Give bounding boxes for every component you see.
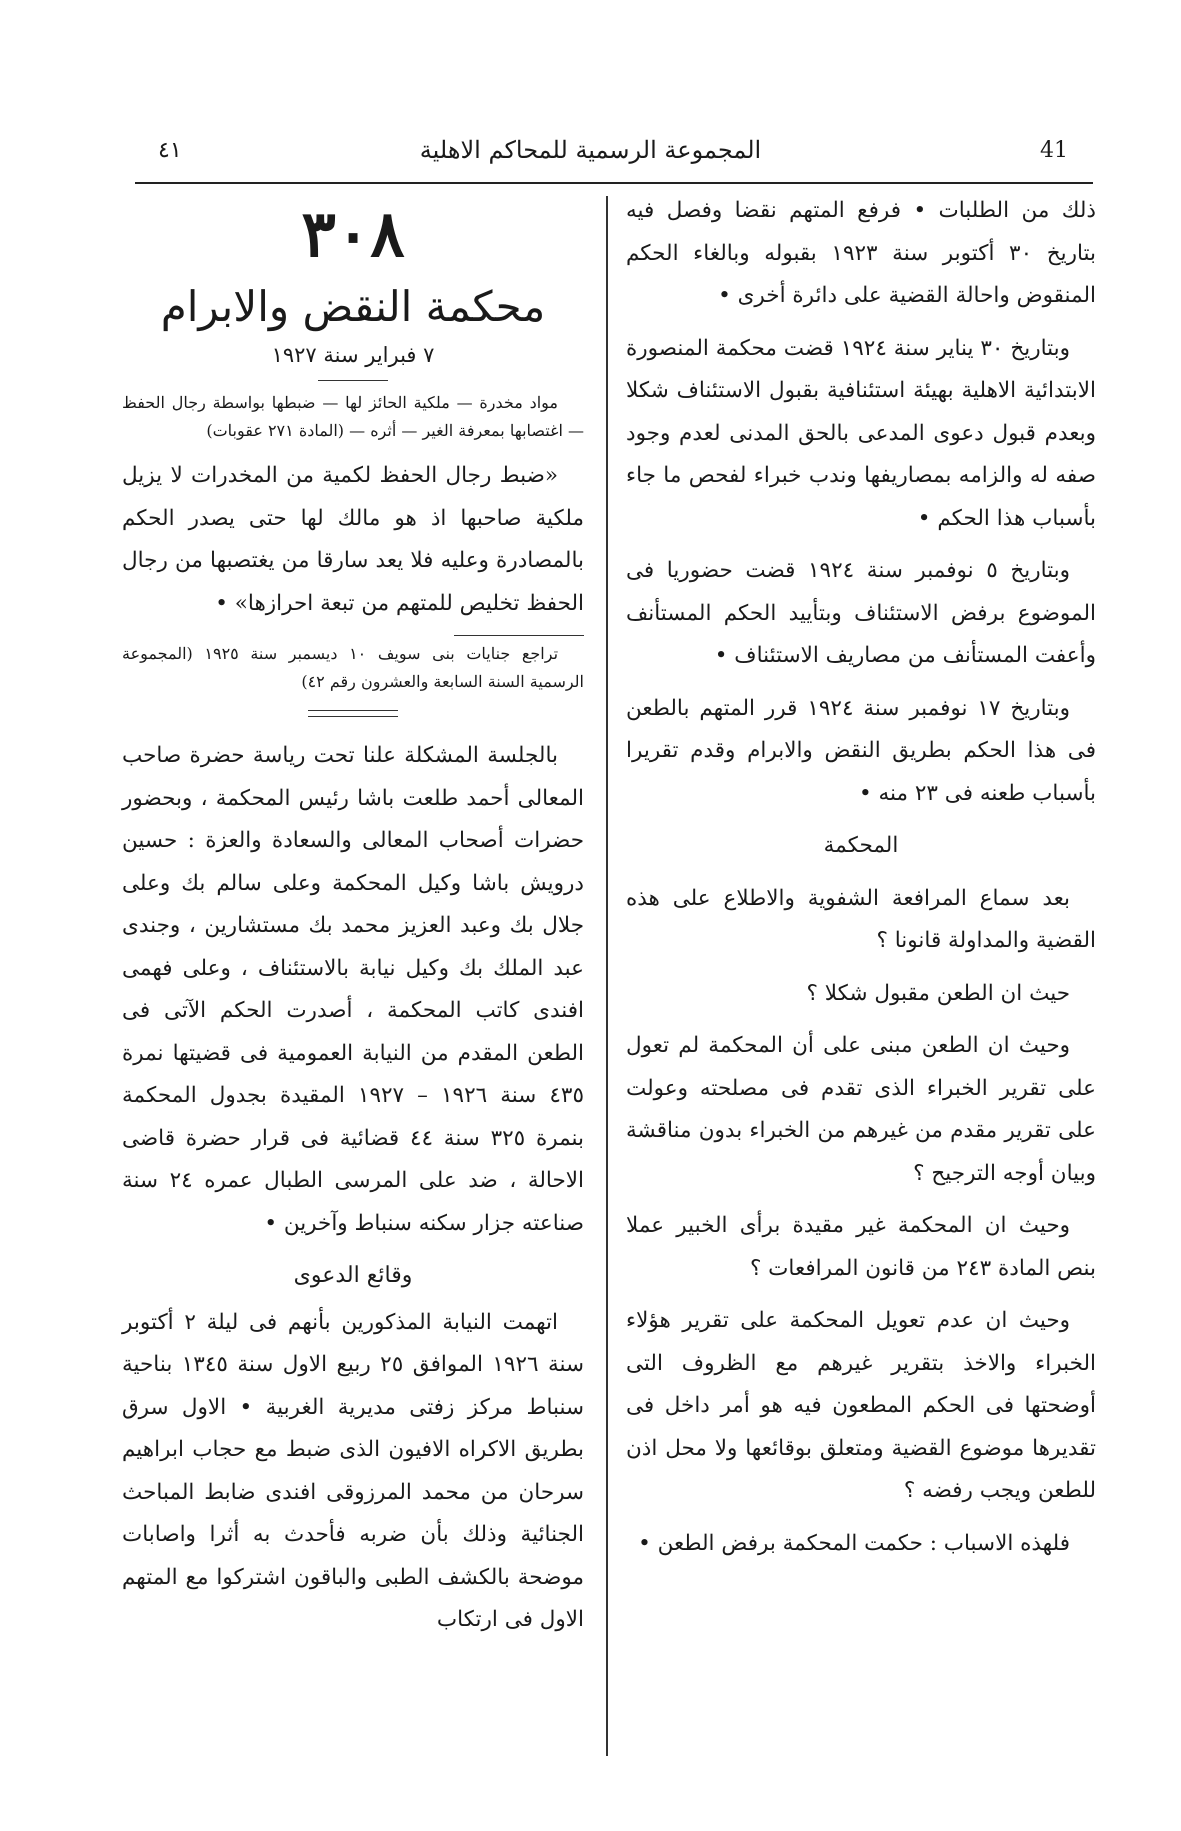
left-paragraph-1: بالجلسة المشكلة علنا تحت رياسة حضرة صاحب المعالى أحمد طلعت باشا رئيس المحكمة ، وبحضور حضرات أصحاب المعالى والسعادة والعزة : حسين درويش باشا وكيل المحكمة وعلى سالم بك وعلى جلال بك وعبد العزيز محمد بك مستشارين ، وجندى عبد الملك بك وكيل نيابة بالاستئناف ، وعلى فهمى افندى كاتب المحكمة ، أصدرت الحكم الآتى فى الطعن المقدم من النيابة العمومية فى قضيتها نمرة ٤٣٥ سنة ١٩٢٦ – ١٩٢٧ المقيدة بجدول المحكمة بنمرة ٣٢٥ سنة ٤٤ قضائية فى قرار حضرة قاضى الاحالة ، ضد على المرسى الطبال عمره ٢٤ سنة صناعته جزار سكنه سنباط وآخرين • bbox=[122, 743, 585, 1236]
reference-rule bbox=[454, 635, 584, 636]
short-rule bbox=[318, 380, 388, 381]
right-paragraph-10: فلهذه الاسباب : حكمت المحكمة برفض الطعن • bbox=[638, 1530, 1070, 1556]
right-paragraph-2: وبتاريخ ٣٠ يناير سنة ١٩٢٤ قضت محكمة المنصورة الابتدائية الاهلية بهيئة استئنافية بقبول الاستئناف شكلا وبعدم قبول دعوى المدعى بالحق المدنى لعدم وجود صفه له والزامه بمصاريفها وندب خبراء لفحص ما جاء بأسباب هذا الحكم • bbox=[626, 335, 1096, 531]
case-number: ٣٠٨ bbox=[301, 197, 405, 272]
facts-heading: وقائع الدعوى bbox=[293, 1263, 413, 1288]
column-divider bbox=[606, 196, 608, 1756]
left-column bbox=[122, 190, 584, 1652]
right-paragraph-8: وحيث ان المحكمة غير مقيدة برأى الخبير عملا بنص المادة ٢٤٣ من قانون المرافعات ؟ bbox=[626, 1213, 1096, 1281]
page-number-right: 41 bbox=[1040, 138, 1068, 163]
page-number-left: ٤١ bbox=[158, 138, 182, 163]
header-rule bbox=[135, 182, 1093, 184]
right-column bbox=[626, 190, 1096, 1575]
legal-principle: «ضبط رجال الحفظ لكمية من المخدرات لا يزيل ملكية صاحبها اذ هو مالك لها حتى يصدر الحكم بالمصادرة وعليه فلا يعد سارقا من يغتصبها من رجال الحفظ تخليص للمتهم من تبعة احرازها» • bbox=[122, 463, 584, 616]
running-title: المجموعة الرسمية للمحاكم الاهلية bbox=[419, 136, 762, 164]
court-section-heading: المحكمة bbox=[823, 833, 899, 858]
right-paragraph-4: وبتاريخ ١٧ نوفمبر سنة ١٩٢٤ قرر المتهم بالطعن فى هذا الحكم بطريق النقض والابرام وقدم تقريرا بأسباب طعنه فى ٢٣ منه • bbox=[626, 695, 1096, 806]
right-paragraph-9: وحيث ان عدم تعويل المحكمة على تقرير هؤلاء الخبراء والاخذ بتقرير غيرهم مع الظروف التى أوضحتها فى الحكم المطعون فيه هو أمر داخل فى تقديرها موضوع القضية ومتعلق بوقائعها ولا محل اذن للطعن ويجب رفضه ؟ bbox=[626, 1308, 1096, 1503]
right-paragraph-7: وحيث ان الطعن مبنى على أن المحكمة لم تعول على تقرير الخبراء الذى تقدم فى مصلحته وعولت على تقرير مقدم من غيرهم من الخبراء بدون مناقشة وبيان أوجه الترجيح ؟ bbox=[626, 1033, 1096, 1186]
right-paragraph-6: حيث ان الطعن مقبول شكلا ؟ bbox=[806, 980, 1070, 1006]
right-paragraph-3: وبتاريخ ٥ نوفمبر سنة ١٩٢٤ قضت حضوريا فى الموضوع برفض الاستئناف وبتأييد الحكم المستأنف وأعفت المستأنف من مصاريف الاستئناف • bbox=[626, 558, 1096, 668]
reference-note: تراجع جنايات بنى سويف ١٠ ديسمبر سنة ١٩٢٥ (المجموعة الرسمية السنة السابعة والعشرون رقم ٤٢) bbox=[122, 644, 584, 691]
court-title: محكمة النقض والابرام bbox=[160, 282, 546, 331]
left-paragraph-2: اتهمت النيابة المذكورين بأنهم فى ليلة ٢ أكتوبر سنة ١٩٢٦ الموافق ٢٥ ربيع الاول سنة ١٣٤٥ بناحية سنباط مركز زفتى مديرية الغربية • الاول سرق بطريق الاكراه الافيون الذى ضبط مع حجاب ابراهيم سرحان من محمد المرزوقى افندى ضابط المباحث الجنائية وذلك بأن ضربه فأحدث به أثرا واصابات موضحة بالكشف الطبى والباقون اشتركوا مع المتهم الاول فى ارتكاب bbox=[122, 1309, 585, 1632]
right-paragraph-1: ذلك من الطلبات • فرفع المتهم نقضا وفصل فيه بتاريخ ٣٠ أكتوبر سنة ١٩٢٣ بقبوله وبالغاء الحكم المنقوض واحالة القضية على دائرة أخرى • bbox=[626, 198, 1097, 308]
right-paragraph-5: بعد سماع المرافعة الشفوية والاطلاع على هذه القضية والمداولة قانونا ؟ bbox=[626, 885, 1096, 953]
double-rule bbox=[308, 710, 398, 717]
case-summary: مواد مخدرة — ملكية الحائز لها — ضبطها بواسطة رجال الحفظ — اغتصابها بمعرفة الغير — أثره — (المادة ٢٧١ عقوبات) bbox=[122, 393, 584, 440]
judgment-date: ٧ فبراير سنة ١٩٢٧ bbox=[271, 343, 435, 367]
